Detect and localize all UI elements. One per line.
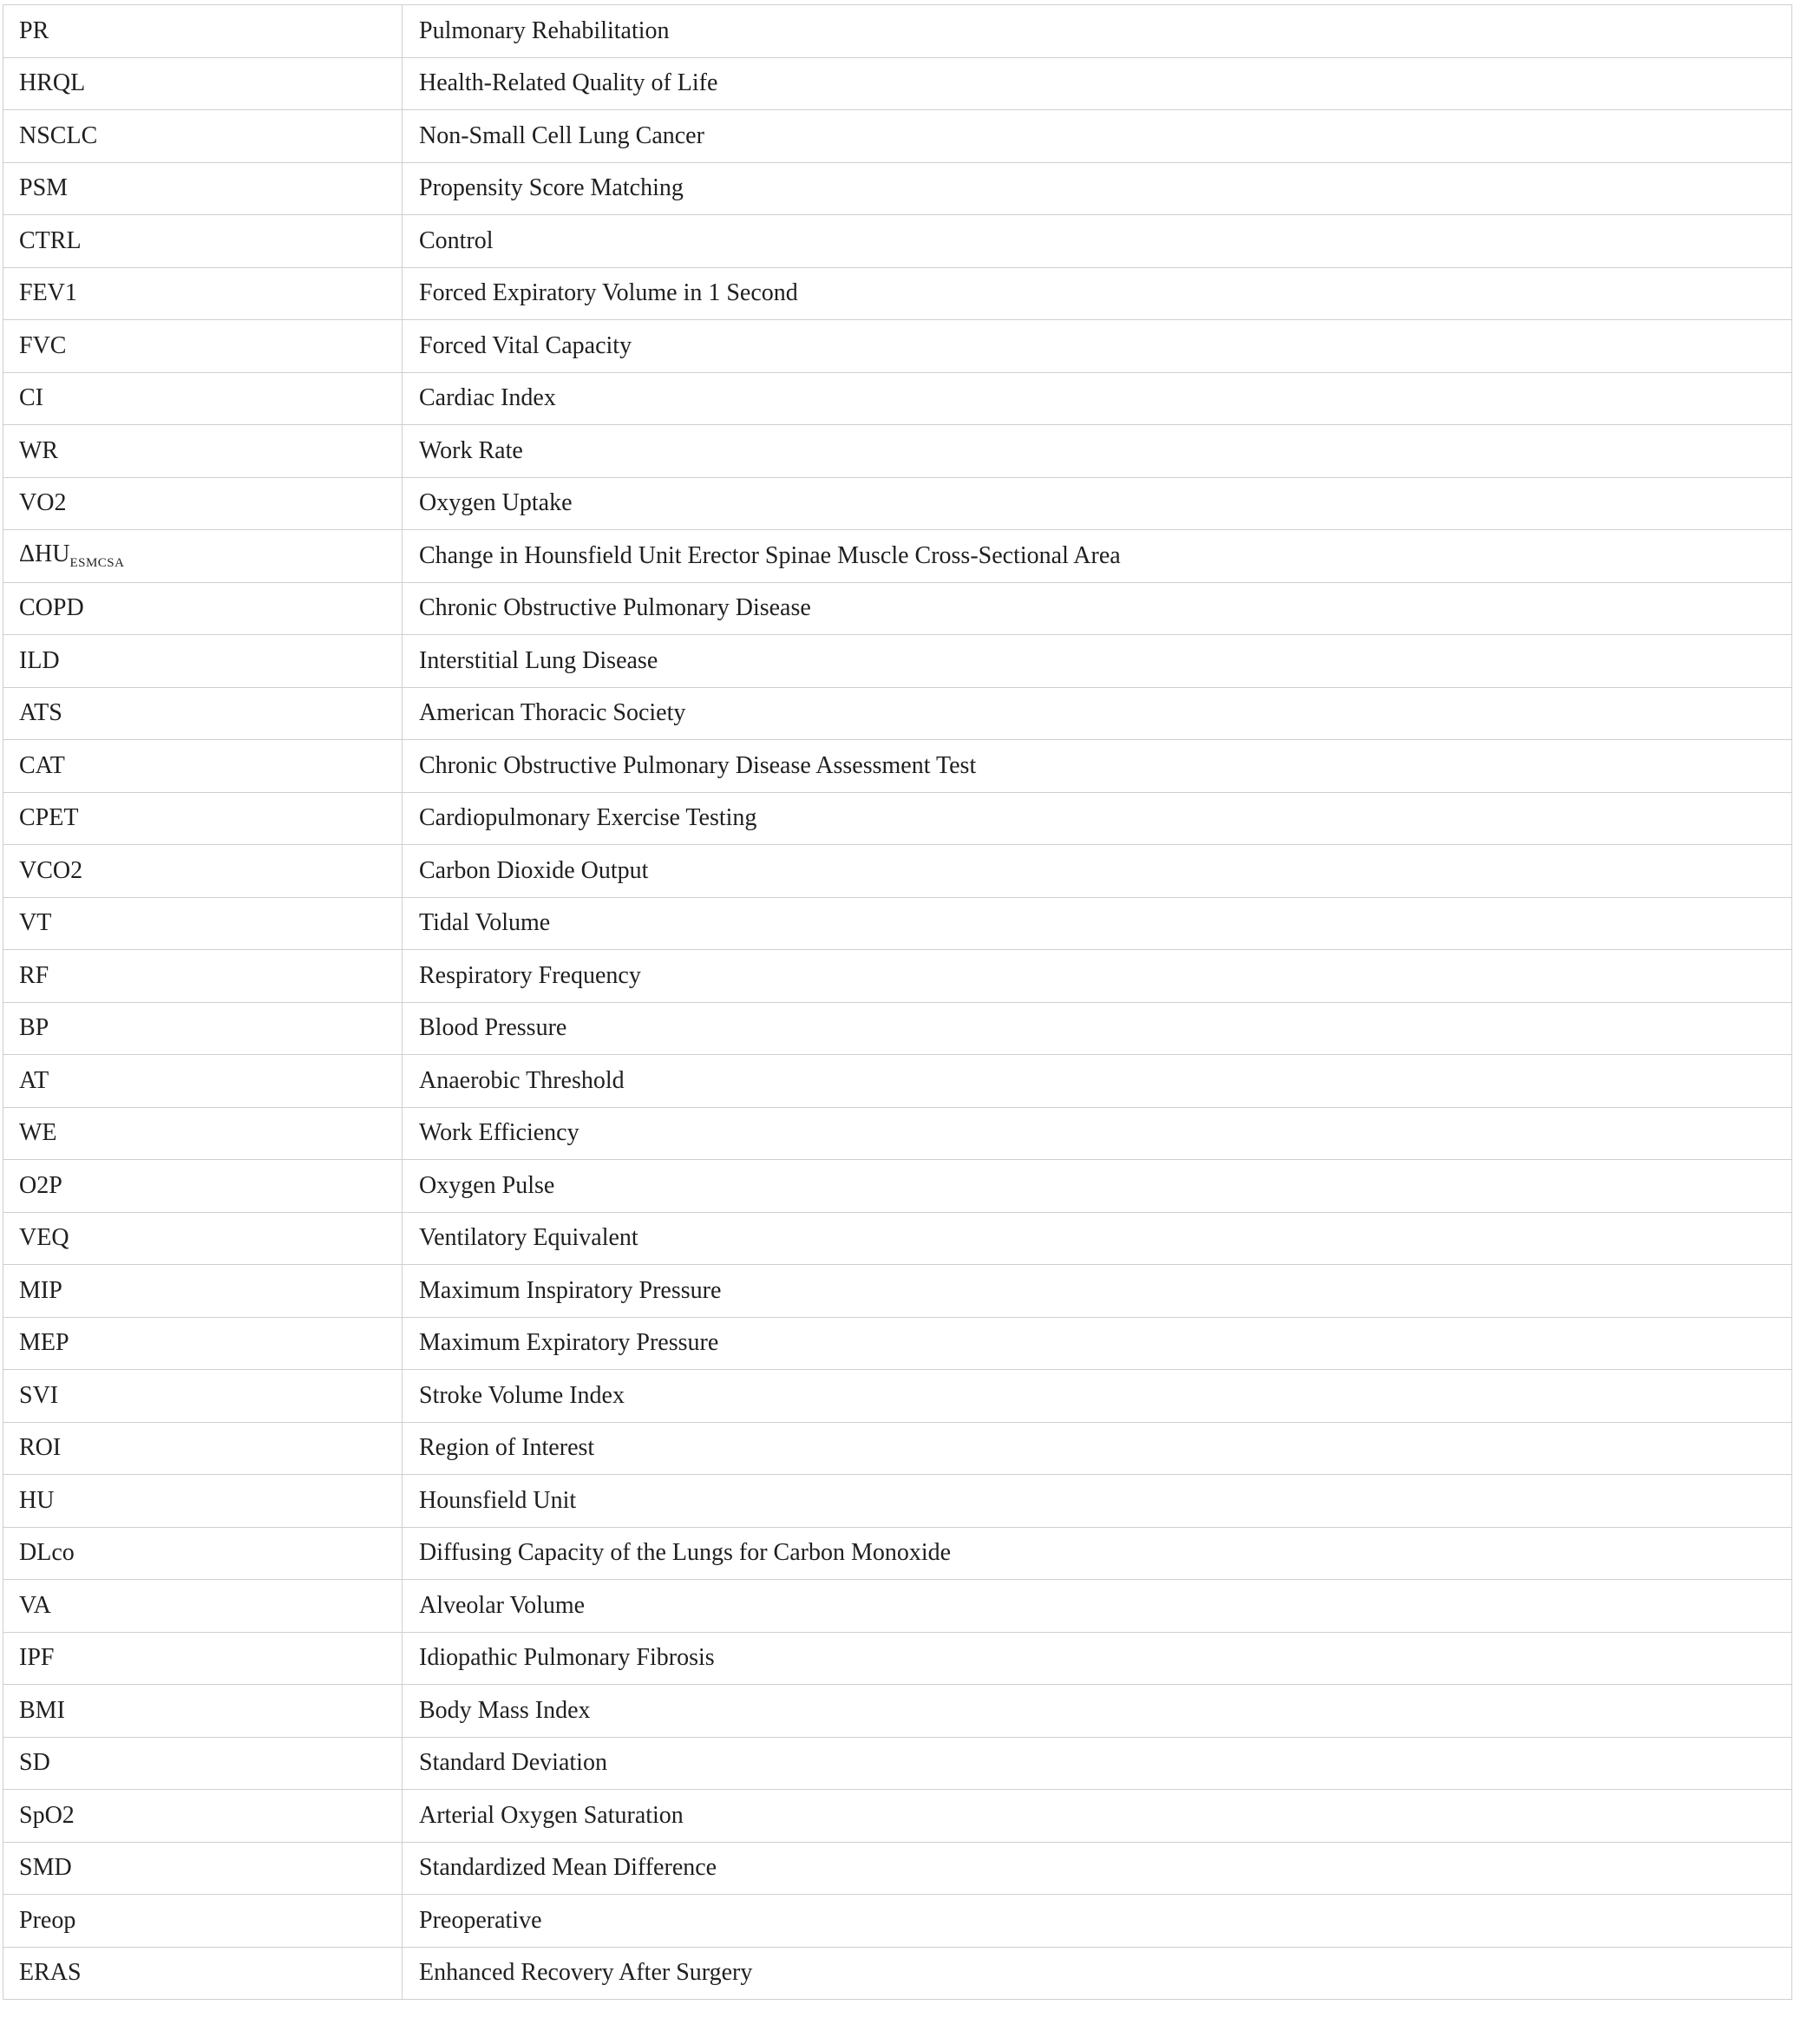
abbreviation-cell: [3, 1212, 403, 1265]
definition-text: Carbon Dioxide Output: [419, 856, 649, 884]
abbreviation-cell: [3, 897, 403, 950]
table-row: [3, 950, 1792, 1003]
abbreviation-cell: [3, 162, 403, 215]
abbreviation-cell: [3, 687, 403, 740]
abbreviation-text: VA: [19, 1591, 51, 1619]
abbreviation-text: SpO2: [19, 1801, 75, 1829]
table-row: [3, 1475, 1792, 1528]
table-row: [3, 1107, 1792, 1160]
definition-text: Diffusing Capacity of the Lungs for Carbon Monoxide: [419, 1539, 952, 1567]
definition-text: Chronic Obstructive Pulmonary Disease Assessment Test: [419, 751, 977, 779]
abbreviation-text: CTRL: [19, 226, 82, 254]
table-row: [3, 740, 1792, 793]
abbreviation-text: Preop: [19, 1906, 76, 1934]
table-row: [3, 1685, 1792, 1738]
definition-cell: [403, 1370, 1792, 1423]
definition-cell: [403, 582, 1792, 635]
definition-cell: [403, 1055, 1792, 1108]
table-row: [3, 635, 1792, 688]
definition-text: Idiopathic Pulmonary Fibrosis: [419, 1644, 715, 1672]
definition-text: Change in Hounsfield Unit Erector Spinae Muscle Cross-Sectional Area: [419, 541, 1121, 569]
definition-cell: [403, 1160, 1792, 1213]
definition-text: Work Efficiency: [419, 1119, 579, 1147]
abbreviation-text: CPET: [19, 804, 79, 832]
definition-cell: [403, 267, 1792, 320]
abbreviation-cell: [3, 267, 403, 320]
definition-text: Forced Vital Capacity: [419, 331, 632, 359]
table-row: [3, 57, 1792, 110]
definition-text: Maximum Inspiratory Pressure: [419, 1276, 722, 1304]
definition-text: Non-Small Cell Lung Cancer: [419, 121, 704, 149]
abbreviation-cell: [3, 477, 403, 530]
abbreviation-text: CI: [19, 384, 43, 412]
abbreviation-cell: [3, 950, 403, 1003]
definition-cell: [403, 1265, 1792, 1318]
table-row: [3, 1160, 1792, 1213]
abbreviation-cell: [3, 845, 403, 898]
definition-text: Oxygen Pulse: [419, 1171, 555, 1199]
definition-text: Stroke Volume Index: [419, 1381, 625, 1409]
definition-cell: [403, 1632, 1792, 1685]
abbreviation-text: ILD: [19, 646, 60, 674]
table-row: [3, 1002, 1792, 1055]
definition-cell: [403, 320, 1792, 373]
definition-cell: [403, 57, 1792, 110]
table-row: [3, 792, 1792, 845]
abbreviation-text: WE: [19, 1119, 57, 1147]
definition-cell: [403, 477, 1792, 530]
definition-cell: [403, 1790, 1792, 1843]
table-row: [3, 162, 1792, 215]
table-row: [3, 267, 1792, 320]
table-row: [3, 845, 1792, 898]
abbreviation-cell: [3, 1580, 403, 1633]
definition-cell: [403, 162, 1792, 215]
abbreviation-text: WR: [19, 436, 59, 464]
definition-text: Oxygen Uptake: [419, 489, 573, 517]
definition-text: Anaerobic Threshold: [419, 1066, 625, 1094]
abbreviation-cell: [3, 5, 403, 58]
definition-text: Alveolar Volume: [419, 1591, 586, 1619]
abbreviation-text: VEQ: [19, 1224, 69, 1252]
abbreviation-subscript: ESMCSA: [69, 555, 125, 570]
abbreviation-text: VCO2: [19, 856, 83, 884]
abbreviation-text: SD: [19, 1749, 50, 1777]
abbreviation-text: CAT: [19, 751, 65, 779]
abbreviation-cell: [3, 530, 403, 583]
definition-cell: [403, 635, 1792, 688]
abbreviation-text: MEP: [19, 1329, 69, 1357]
abbreviation-cell: [3, 1317, 403, 1370]
abbreviation-cell: [3, 372, 403, 425]
abbreviation-text: SMD: [19, 1854, 72, 1882]
definition-cell: [403, 687, 1792, 740]
abbreviations-table: [3, 4, 1792, 2000]
definition-cell: [403, 1527, 1792, 1580]
definition-text: Chronic Obstructive Pulmonary Disease: [419, 594, 811, 622]
definition-text: Blood Pressure: [419, 1014, 567, 1042]
definition-text: Maximum Expiratory Pressure: [419, 1329, 719, 1357]
table-row: [3, 1422, 1792, 1475]
definition-text: Enhanced Recovery After Surgery: [419, 1959, 753, 1987]
definition-cell: [403, 1475, 1792, 1528]
table-row: [3, 372, 1792, 425]
definition-cell: [403, 1002, 1792, 1055]
table-row: [3, 110, 1792, 163]
table-row: [3, 477, 1792, 530]
table-row: [3, 425, 1792, 478]
table-row: [3, 1580, 1792, 1633]
definition-text: Standardized Mean Difference: [419, 1854, 717, 1882]
definition-text: Cardiac Index: [419, 384, 556, 412]
abbreviation-cell: [3, 1685, 403, 1738]
abbreviation-cell: [3, 1107, 403, 1160]
table-row: [3, 1055, 1792, 1108]
abbreviation-cell: [3, 1632, 403, 1685]
definition-text: American Thoracic Society: [419, 699, 686, 727]
abbreviation-text: HU: [19, 1486, 55, 1514]
abbreviation-cell: [3, 110, 403, 163]
definition-cell: [403, 530, 1792, 583]
abbreviation-cell: [3, 215, 403, 268]
table-row: [3, 1790, 1792, 1843]
abbreviation-text: IPF: [19, 1644, 55, 1672]
abbreviation-text: FEV1: [19, 279, 77, 307]
definition-cell: [403, 950, 1792, 1003]
abbreviation-text: PR: [19, 16, 49, 44]
definition-text: Work Rate: [419, 436, 523, 464]
abbreviation-cell: [3, 1790, 403, 1843]
definition-cell: [403, 5, 1792, 58]
definition-cell: [403, 1737, 1792, 1790]
table-row: [3, 687, 1792, 740]
definition-cell: [403, 1107, 1792, 1160]
abbreviation-text: BMI: [19, 1696, 65, 1724]
abbreviations-table-body: [3, 5, 1792, 2000]
table-row: [3, 1737, 1792, 1790]
definition-cell: [403, 897, 1792, 950]
definition-text: Arterial Oxygen Saturation: [419, 1801, 684, 1829]
definition-cell: [403, 110, 1792, 163]
abbreviation-cell: [3, 740, 403, 793]
abbreviation-text: FVC: [19, 331, 67, 359]
abbreviation-text: ATS: [19, 699, 62, 727]
table-row: [3, 1265, 1792, 1318]
definition-text: Preoperative: [419, 1906, 542, 1934]
definition-text: Interstitial Lung Disease: [419, 646, 658, 674]
table-row: [3, 582, 1792, 635]
definition-text: Hounsfield Unit: [419, 1486, 577, 1514]
definition-text: Body Mass Index: [419, 1696, 591, 1724]
abbreviation-text: AT: [19, 1066, 49, 1094]
definition-text: Propensity Score Matching: [419, 174, 684, 202]
definition-cell: [403, 845, 1792, 898]
definition-text: Region of Interest: [419, 1434, 595, 1462]
definition-cell: [403, 740, 1792, 793]
abbreviation-text: PSM: [19, 174, 69, 202]
table-row: [3, 1370, 1792, 1423]
definition-text: Pulmonary Rehabilitation: [419, 16, 670, 44]
abbreviation-cell: [3, 1265, 403, 1318]
definition-cell: [403, 1947, 1792, 2000]
abbreviation-text: NSCLC: [19, 121, 98, 149]
table-row: [3, 1947, 1792, 2000]
abbreviation-text: ERAS: [19, 1959, 82, 1987]
definition-cell: [403, 372, 1792, 425]
abbreviation-text: SVI: [19, 1381, 59, 1409]
definition-cell: [403, 1895, 1792, 1948]
abbreviation-cell: [3, 1370, 403, 1423]
table-row: [3, 530, 1792, 583]
abbreviation-cell: [3, 1475, 403, 1528]
definition-text: Cardiopulmonary Exercise Testing: [419, 804, 757, 832]
definition-cell: [403, 1685, 1792, 1738]
definition-cell: [403, 1842, 1792, 1895]
abbreviation-cell: [3, 1002, 403, 1055]
table-row: [3, 1212, 1792, 1265]
abbreviation-cell: [3, 1422, 403, 1475]
abbreviation-text: BP: [19, 1014, 49, 1042]
definition-text: Control: [419, 226, 494, 254]
definition-cell: [403, 1212, 1792, 1265]
table-row: [3, 5, 1792, 58]
abbreviation-text: VT: [19, 909, 52, 937]
table-row: [3, 320, 1792, 373]
definition-text: Standard Deviation: [419, 1749, 607, 1777]
definition-cell: [403, 1422, 1792, 1475]
table-row: [3, 215, 1792, 268]
abbreviation-cell: [3, 425, 403, 478]
definition-text: Respiratory Frequency: [419, 961, 641, 989]
abbreviation-text: ΔHU: [19, 540, 70, 567]
abbreviation-text: RF: [19, 961, 49, 989]
table-row: [3, 1317, 1792, 1370]
abbreviation-text: MIP: [19, 1276, 62, 1304]
abbreviation-cell: [3, 1895, 403, 1948]
abbreviation-cell: [3, 320, 403, 373]
table-row: [3, 897, 1792, 950]
abbreviation-cell: [3, 1842, 403, 1895]
table-row: [3, 1842, 1792, 1895]
abbreviation-cell: [3, 635, 403, 688]
abbreviation-cell: [3, 57, 403, 110]
abbreviation-cell: [3, 1947, 403, 2000]
definition-text: Forced Expiratory Volume in 1 Second: [419, 279, 798, 307]
abbreviation-text: ROI: [19, 1434, 62, 1462]
table-row: [3, 1632, 1792, 1685]
definition-text: Tidal Volume: [419, 909, 551, 937]
table-row: [3, 1527, 1792, 1580]
abbreviation-text: HRQL: [19, 69, 86, 97]
definition-cell: [403, 425, 1792, 478]
abbreviation-text: O2P: [19, 1171, 62, 1199]
abbreviation-text: COPD: [19, 594, 84, 622]
definition-text: Ventilatory Equivalent: [419, 1224, 638, 1252]
abbreviation-text: VO2: [19, 489, 67, 517]
definition-cell: [403, 792, 1792, 845]
abbreviation-cell: [3, 792, 403, 845]
table-row: [3, 1895, 1792, 1948]
abbreviation-cell: [3, 1737, 403, 1790]
abbreviation-cell: [3, 1527, 403, 1580]
definition-cell: [403, 1580, 1792, 1633]
definition-cell: [403, 215, 1792, 268]
abbreviation-cell: [3, 1160, 403, 1213]
definition-text: Health-Related Quality of Life: [419, 69, 718, 97]
definition-cell: [403, 1317, 1792, 1370]
abbreviation-cell: [3, 582, 403, 635]
abbreviation-text: DLco: [19, 1539, 75, 1567]
abbreviation-cell: [3, 1055, 403, 1108]
